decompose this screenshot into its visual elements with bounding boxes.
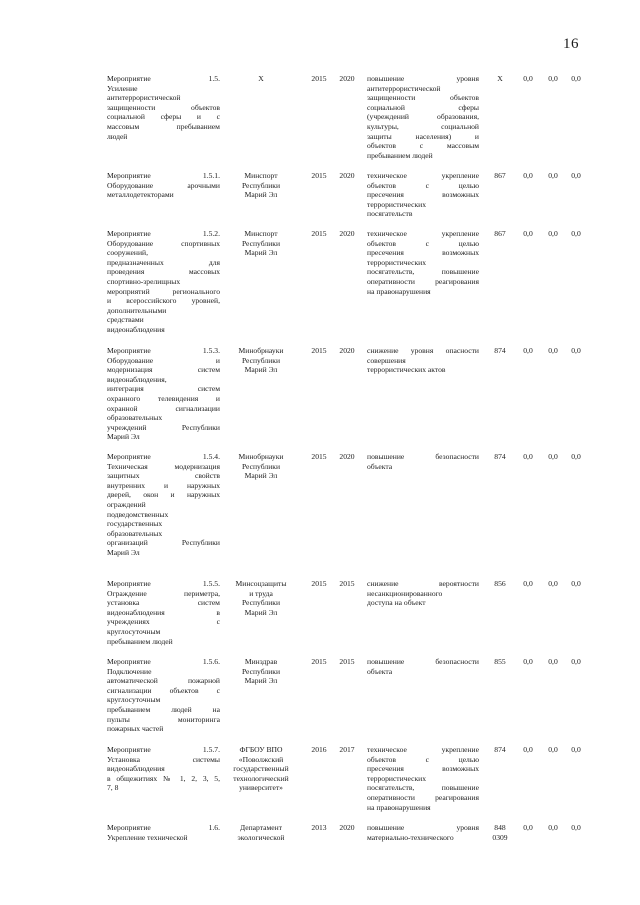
activity-name-line: пульты мониторинга bbox=[107, 714, 220, 724]
executor bbox=[226, 657, 296, 686]
activity-name-line: Ограждение периметра, bbox=[107, 588, 220, 598]
year-start: 2015 bbox=[311, 346, 327, 355]
activity-name-line: сигнализации объектов с bbox=[107, 685, 220, 695]
activity-name-line: спортивно-зрелищных bbox=[107, 276, 181, 286]
executor-line: Минобрнауки bbox=[238, 452, 284, 461]
budget-code bbox=[486, 346, 514, 356]
year-start: 2016 bbox=[311, 745, 327, 754]
expected-result-line: оперативности реагирования bbox=[367, 792, 479, 802]
activity-name-line: Мероприятие 1.5.3. bbox=[107, 346, 220, 355]
executor-line: Республики bbox=[241, 461, 281, 471]
executor bbox=[226, 452, 296, 481]
year-end: 2020 bbox=[339, 171, 355, 180]
activity-name-line: Мероприятие 1.5. bbox=[107, 74, 220, 83]
expected-result bbox=[367, 579, 479, 608]
activity-name-line: Оборудование и bbox=[107, 355, 220, 365]
budget-code-line: 874 bbox=[494, 452, 506, 461]
budget-code-line: 867 bbox=[494, 171, 506, 180]
expected-result bbox=[367, 74, 479, 160]
budget-code-line: 867 bbox=[494, 229, 506, 238]
expected-result bbox=[367, 452, 479, 471]
activity-name-line: защитных свойств bbox=[107, 471, 220, 481]
activity-name bbox=[107, 657, 220, 734]
activity-name-line: массовым пребыванием bbox=[107, 121, 220, 131]
expected-result-line: оперативности реагирования bbox=[367, 276, 479, 286]
activity-name-line: Мероприятие 1.5.1. bbox=[107, 171, 220, 180]
value-2: 0,0 bbox=[548, 74, 558, 83]
year-start: 2013 bbox=[311, 823, 327, 832]
budget-code bbox=[486, 452, 514, 462]
value-3: 0,0 bbox=[571, 657, 581, 666]
activity-name-line: пребыванием людей на bbox=[107, 704, 220, 714]
activity-name-line: Оборудование арочными bbox=[107, 180, 220, 190]
activity-name-line: Техническая модернизация bbox=[107, 461, 220, 471]
expected-result-line: защиты населения) и bbox=[367, 131, 479, 141]
budget-code bbox=[486, 171, 514, 181]
activity-name-line: 7, 8 bbox=[107, 783, 119, 793]
activity-name-line: круглосуточным bbox=[107, 626, 161, 636]
executor bbox=[226, 171, 296, 200]
expected-result-line: пресечения возможных bbox=[367, 190, 479, 200]
activity-name-line: установка систем bbox=[107, 598, 220, 608]
expected-result-line: снижение вероятности bbox=[367, 579, 479, 588]
budget-code bbox=[486, 745, 514, 755]
activity-name-line: мероприятий регионального bbox=[107, 286, 220, 296]
value-1: 0,0 bbox=[523, 579, 533, 588]
year-start: 2015 bbox=[311, 74, 327, 83]
expected-result bbox=[367, 346, 479, 375]
expected-result-line: пресечения возможных bbox=[367, 248, 479, 258]
expected-result-line: повышение уровня bbox=[367, 74, 479, 83]
expected-result-line: террористических bbox=[367, 773, 426, 783]
page-number: 16 bbox=[563, 36, 579, 52]
budget-code-line: 874 bbox=[494, 346, 506, 355]
value-1: 0,0 bbox=[523, 346, 533, 355]
value-1: 0,0 bbox=[523, 452, 533, 461]
executor-line: Департамент bbox=[239, 823, 283, 832]
activity-name-line: Мероприятие 1.5.7. bbox=[107, 745, 220, 754]
expected-result-line: террористических bbox=[367, 257, 426, 267]
expected-result-line: снижение уровня опасности bbox=[367, 346, 479, 355]
budget-code-line: X bbox=[497, 74, 503, 83]
value-3: 0,0 bbox=[571, 452, 581, 461]
expected-result bbox=[367, 229, 479, 296]
value-2: 0,0 bbox=[548, 229, 558, 238]
expected-result-line: объектов с целью bbox=[367, 754, 479, 764]
activity-name-line: антитеррористической bbox=[107, 93, 181, 103]
value-1: 0,0 bbox=[523, 229, 533, 238]
executor bbox=[226, 229, 296, 258]
executor-line: Минсоцзащиты bbox=[235, 579, 287, 588]
activity-name-line: и всероссийского уровней, bbox=[107, 296, 220, 306]
expected-result-line: материально-технического bbox=[367, 832, 454, 842]
activity-name-line: в общежитиях № 1, 2, 3, 5, bbox=[107, 773, 220, 783]
value-3: 0,0 bbox=[571, 229, 581, 238]
expected-result-line: техническое укрепление bbox=[367, 171, 479, 180]
executor-line: Марий Эл bbox=[244, 676, 278, 686]
executor-line: Республики bbox=[241, 598, 281, 608]
value-2: 0,0 bbox=[548, 452, 558, 461]
executor bbox=[226, 745, 296, 793]
activity-name-line: образовательных bbox=[107, 528, 163, 538]
executor bbox=[226, 579, 296, 617]
value-1: 0,0 bbox=[523, 745, 533, 754]
activity-name-line: Подключение bbox=[107, 666, 152, 676]
value-1: 0,0 bbox=[523, 657, 533, 666]
executor-line: Марий Эл bbox=[244, 248, 278, 258]
activity-name bbox=[107, 823, 220, 842]
value-2: 0,0 bbox=[548, 171, 558, 180]
activity-name-line: Укрепление технической bbox=[107, 832, 188, 842]
budget-code-line: 874 bbox=[494, 745, 506, 754]
expected-result-line: объектов с целью bbox=[367, 238, 479, 248]
value-3: 0,0 bbox=[571, 823, 581, 832]
activity-name-line: дополнительными bbox=[107, 305, 167, 315]
expected-result-line: объекта bbox=[367, 461, 393, 471]
activity-name-line: Установка системы bbox=[107, 754, 220, 764]
executor-line: технологический bbox=[233, 773, 289, 783]
activity-name-line: автоматической пожарной bbox=[107, 676, 220, 686]
expected-result-line: объектов с массовым bbox=[367, 141, 479, 151]
executor-line: X bbox=[258, 74, 264, 83]
expected-result bbox=[367, 657, 479, 676]
year-end: 2015 bbox=[339, 579, 355, 588]
expected-result-line: доступа на объект bbox=[367, 598, 426, 608]
activity-name-line: видеонаблюдения в bbox=[107, 607, 220, 617]
expected-result-line: совершения bbox=[367, 355, 406, 365]
budget-code-line: 855 bbox=[494, 657, 506, 666]
value-2: 0,0 bbox=[548, 579, 558, 588]
expected-result-line: повышение безопасности bbox=[367, 657, 479, 666]
executor bbox=[226, 346, 296, 375]
expected-result bbox=[367, 745, 479, 812]
value-3: 0,0 bbox=[571, 171, 581, 180]
expected-result-line: техническое укрепление bbox=[367, 745, 479, 754]
activity-name-line: пожарных частей bbox=[107, 724, 164, 734]
activity-name bbox=[107, 171, 220, 200]
activity-name-line: охранной сигнализации bbox=[107, 403, 220, 413]
budget-code-line: 856 bbox=[494, 579, 506, 588]
activity-name-line: Мероприятие 1.6. bbox=[107, 823, 220, 832]
value-1: 0,0 bbox=[523, 171, 533, 180]
executor-line: экологической bbox=[237, 832, 285, 842]
activity-name-line: подведомственных bbox=[107, 509, 169, 519]
activity-name-line: Мероприятие 1.5.2. bbox=[107, 229, 220, 238]
activity-name-line: ограждений bbox=[107, 499, 146, 509]
activity-name-line: Мероприятие 1.5.6. bbox=[107, 657, 220, 666]
year-end: 2020 bbox=[339, 823, 355, 832]
activity-name-line: социальной сферы и с bbox=[107, 112, 220, 122]
year-start: 2015 bbox=[311, 171, 327, 180]
expected-result-line: пребыванием людей bbox=[367, 150, 433, 160]
value-3: 0,0 bbox=[571, 346, 581, 355]
expected-result-line: объектов с целью bbox=[367, 180, 479, 190]
executor-line: «Поволжский bbox=[238, 754, 284, 764]
budget-code bbox=[486, 657, 514, 667]
expected-result-line: повышение уровня bbox=[367, 823, 479, 832]
activity-name-line: дверей, окон и наружных bbox=[107, 490, 220, 500]
activity-name-line: интеграция систем bbox=[107, 384, 220, 394]
expected-result-line: несанкционированного bbox=[367, 588, 443, 598]
expected-result-line: на правонарушения bbox=[367, 802, 431, 812]
expected-result-line: социальной сферы bbox=[367, 102, 479, 112]
expected-result-line: объекта bbox=[367, 666, 393, 676]
activity-name-line: видеонаблюдения bbox=[107, 324, 165, 334]
budget-code bbox=[486, 74, 514, 84]
value-1: 0,0 bbox=[523, 74, 533, 83]
activity-name-line: защищенности объектов bbox=[107, 102, 220, 112]
executor-line: Марий Эл bbox=[244, 607, 278, 617]
budget-code bbox=[486, 579, 514, 589]
executor bbox=[226, 74, 296, 84]
value-1: 0,0 bbox=[523, 823, 533, 832]
activity-name bbox=[107, 745, 220, 793]
value-2: 0,0 bbox=[548, 823, 558, 832]
year-end: 2020 bbox=[339, 346, 355, 355]
activity-name-line: Усиление bbox=[107, 83, 138, 93]
activity-name-line: людей bbox=[107, 131, 128, 141]
activity-name-line: учреждениях с bbox=[107, 617, 220, 627]
activity-name-line: средствами bbox=[107, 315, 144, 325]
activity-name-line: металлодетекторами bbox=[107, 190, 174, 200]
year-end: 2020 bbox=[339, 74, 355, 83]
activity-name-line: модернизация систем bbox=[107, 365, 220, 375]
activity-name-line: организаций Республики bbox=[107, 538, 220, 548]
year-start: 2015 bbox=[311, 579, 327, 588]
expected-result-line: повышение безопасности bbox=[367, 452, 479, 461]
executor-line: университет» bbox=[239, 783, 283, 793]
executor-line: Республики bbox=[241, 355, 281, 365]
executor-line: государственный bbox=[233, 764, 289, 774]
activity-name-line: круглосуточным bbox=[107, 695, 161, 705]
expected-result-line: техническое укрепление bbox=[367, 229, 479, 238]
year-start: 2015 bbox=[311, 452, 327, 461]
executor-line: Республики bbox=[241, 180, 281, 190]
expected-result-line: культуры, социальной bbox=[367, 121, 479, 131]
executor-line: Марий Эл bbox=[244, 190, 278, 200]
expected-result-line: пресечения возможных bbox=[367, 764, 479, 774]
expected-result bbox=[367, 823, 479, 842]
activity-name bbox=[107, 452, 220, 558]
value-2: 0,0 bbox=[548, 745, 558, 754]
executor-line: Республики bbox=[241, 666, 281, 676]
year-start: 2015 bbox=[311, 229, 327, 238]
executor-line: Минобрнауки bbox=[238, 346, 284, 355]
activity-name bbox=[107, 579, 220, 646]
expected-result-line: посягательств, повышение bbox=[367, 783, 479, 793]
activity-name-line: образовательных bbox=[107, 413, 163, 423]
year-end: 2015 bbox=[339, 657, 355, 666]
budget-code bbox=[486, 229, 514, 239]
expected-result-line: антитеррористической bbox=[367, 83, 441, 93]
expected-result-line: на правонарушения bbox=[367, 286, 431, 296]
value-3: 0,0 bbox=[571, 74, 581, 83]
expected-result-line: посягательств bbox=[367, 209, 413, 219]
activity-name-line: пребыванием людей bbox=[107, 636, 173, 646]
activity-name-line: видеонаблюдения bbox=[107, 764, 165, 774]
budget-code-line: 848 bbox=[494, 823, 506, 832]
executor-line: Минспорт bbox=[244, 229, 278, 238]
executor-line: ФГБОУ ВПО bbox=[239, 745, 283, 754]
executor-line: Минздрав bbox=[244, 657, 278, 666]
activity-name-line: проведения массовых bbox=[107, 267, 220, 277]
year-end: 2017 bbox=[339, 745, 355, 754]
executor-line: Минспорт bbox=[244, 171, 278, 180]
activity-name-line: государственных bbox=[107, 519, 163, 529]
expected-result-line: террористических bbox=[367, 199, 426, 209]
activity-name-line: учреждений Республики bbox=[107, 422, 220, 432]
activity-name-line: Мероприятие 1.5.5. bbox=[107, 579, 220, 588]
activity-name-line: Мероприятие 1.5.4. bbox=[107, 452, 220, 461]
activity-name-line: Оборудование спортивных bbox=[107, 238, 220, 248]
activity-name-line: Марий Эл bbox=[107, 432, 140, 442]
expected-result-line: посягательств, повышение bbox=[367, 267, 479, 277]
executor-line: Республики bbox=[241, 238, 281, 248]
budget-code-line: 0309 bbox=[492, 832, 508, 842]
value-2: 0,0 bbox=[548, 346, 558, 355]
activity-name-line: предназначенных для bbox=[107, 257, 220, 267]
year-end: 2020 bbox=[339, 229, 355, 238]
activity-name bbox=[107, 74, 220, 141]
executor-line: и труда bbox=[249, 588, 273, 598]
activity-name-line: охранного телевидения и bbox=[107, 393, 220, 403]
value-3: 0,0 bbox=[571, 579, 581, 588]
activity-name-line: сооружений, bbox=[107, 248, 148, 258]
budget-code bbox=[486, 823, 514, 842]
expected-result bbox=[367, 171, 479, 219]
activity-name bbox=[107, 229, 220, 335]
value-2: 0,0 bbox=[548, 657, 558, 666]
activity-name bbox=[107, 346, 220, 442]
expected-result-line: (учреждений образования, bbox=[367, 112, 479, 122]
value-3: 0,0 bbox=[571, 745, 581, 754]
executor bbox=[226, 823, 296, 842]
year-end: 2020 bbox=[339, 452, 355, 461]
activity-name-line: внутренних и наружных bbox=[107, 480, 220, 490]
executor-line: Марий Эл bbox=[244, 365, 278, 375]
executor-line: Марий Эл bbox=[244, 471, 278, 481]
expected-result-line: террористических актов bbox=[367, 365, 446, 375]
activity-name-line: Марий Эл bbox=[107, 547, 140, 557]
year-start: 2015 bbox=[311, 657, 327, 666]
activity-name-line: видеонаблюдения, bbox=[107, 374, 167, 384]
expected-result-line: защищенности объектов bbox=[367, 93, 479, 103]
